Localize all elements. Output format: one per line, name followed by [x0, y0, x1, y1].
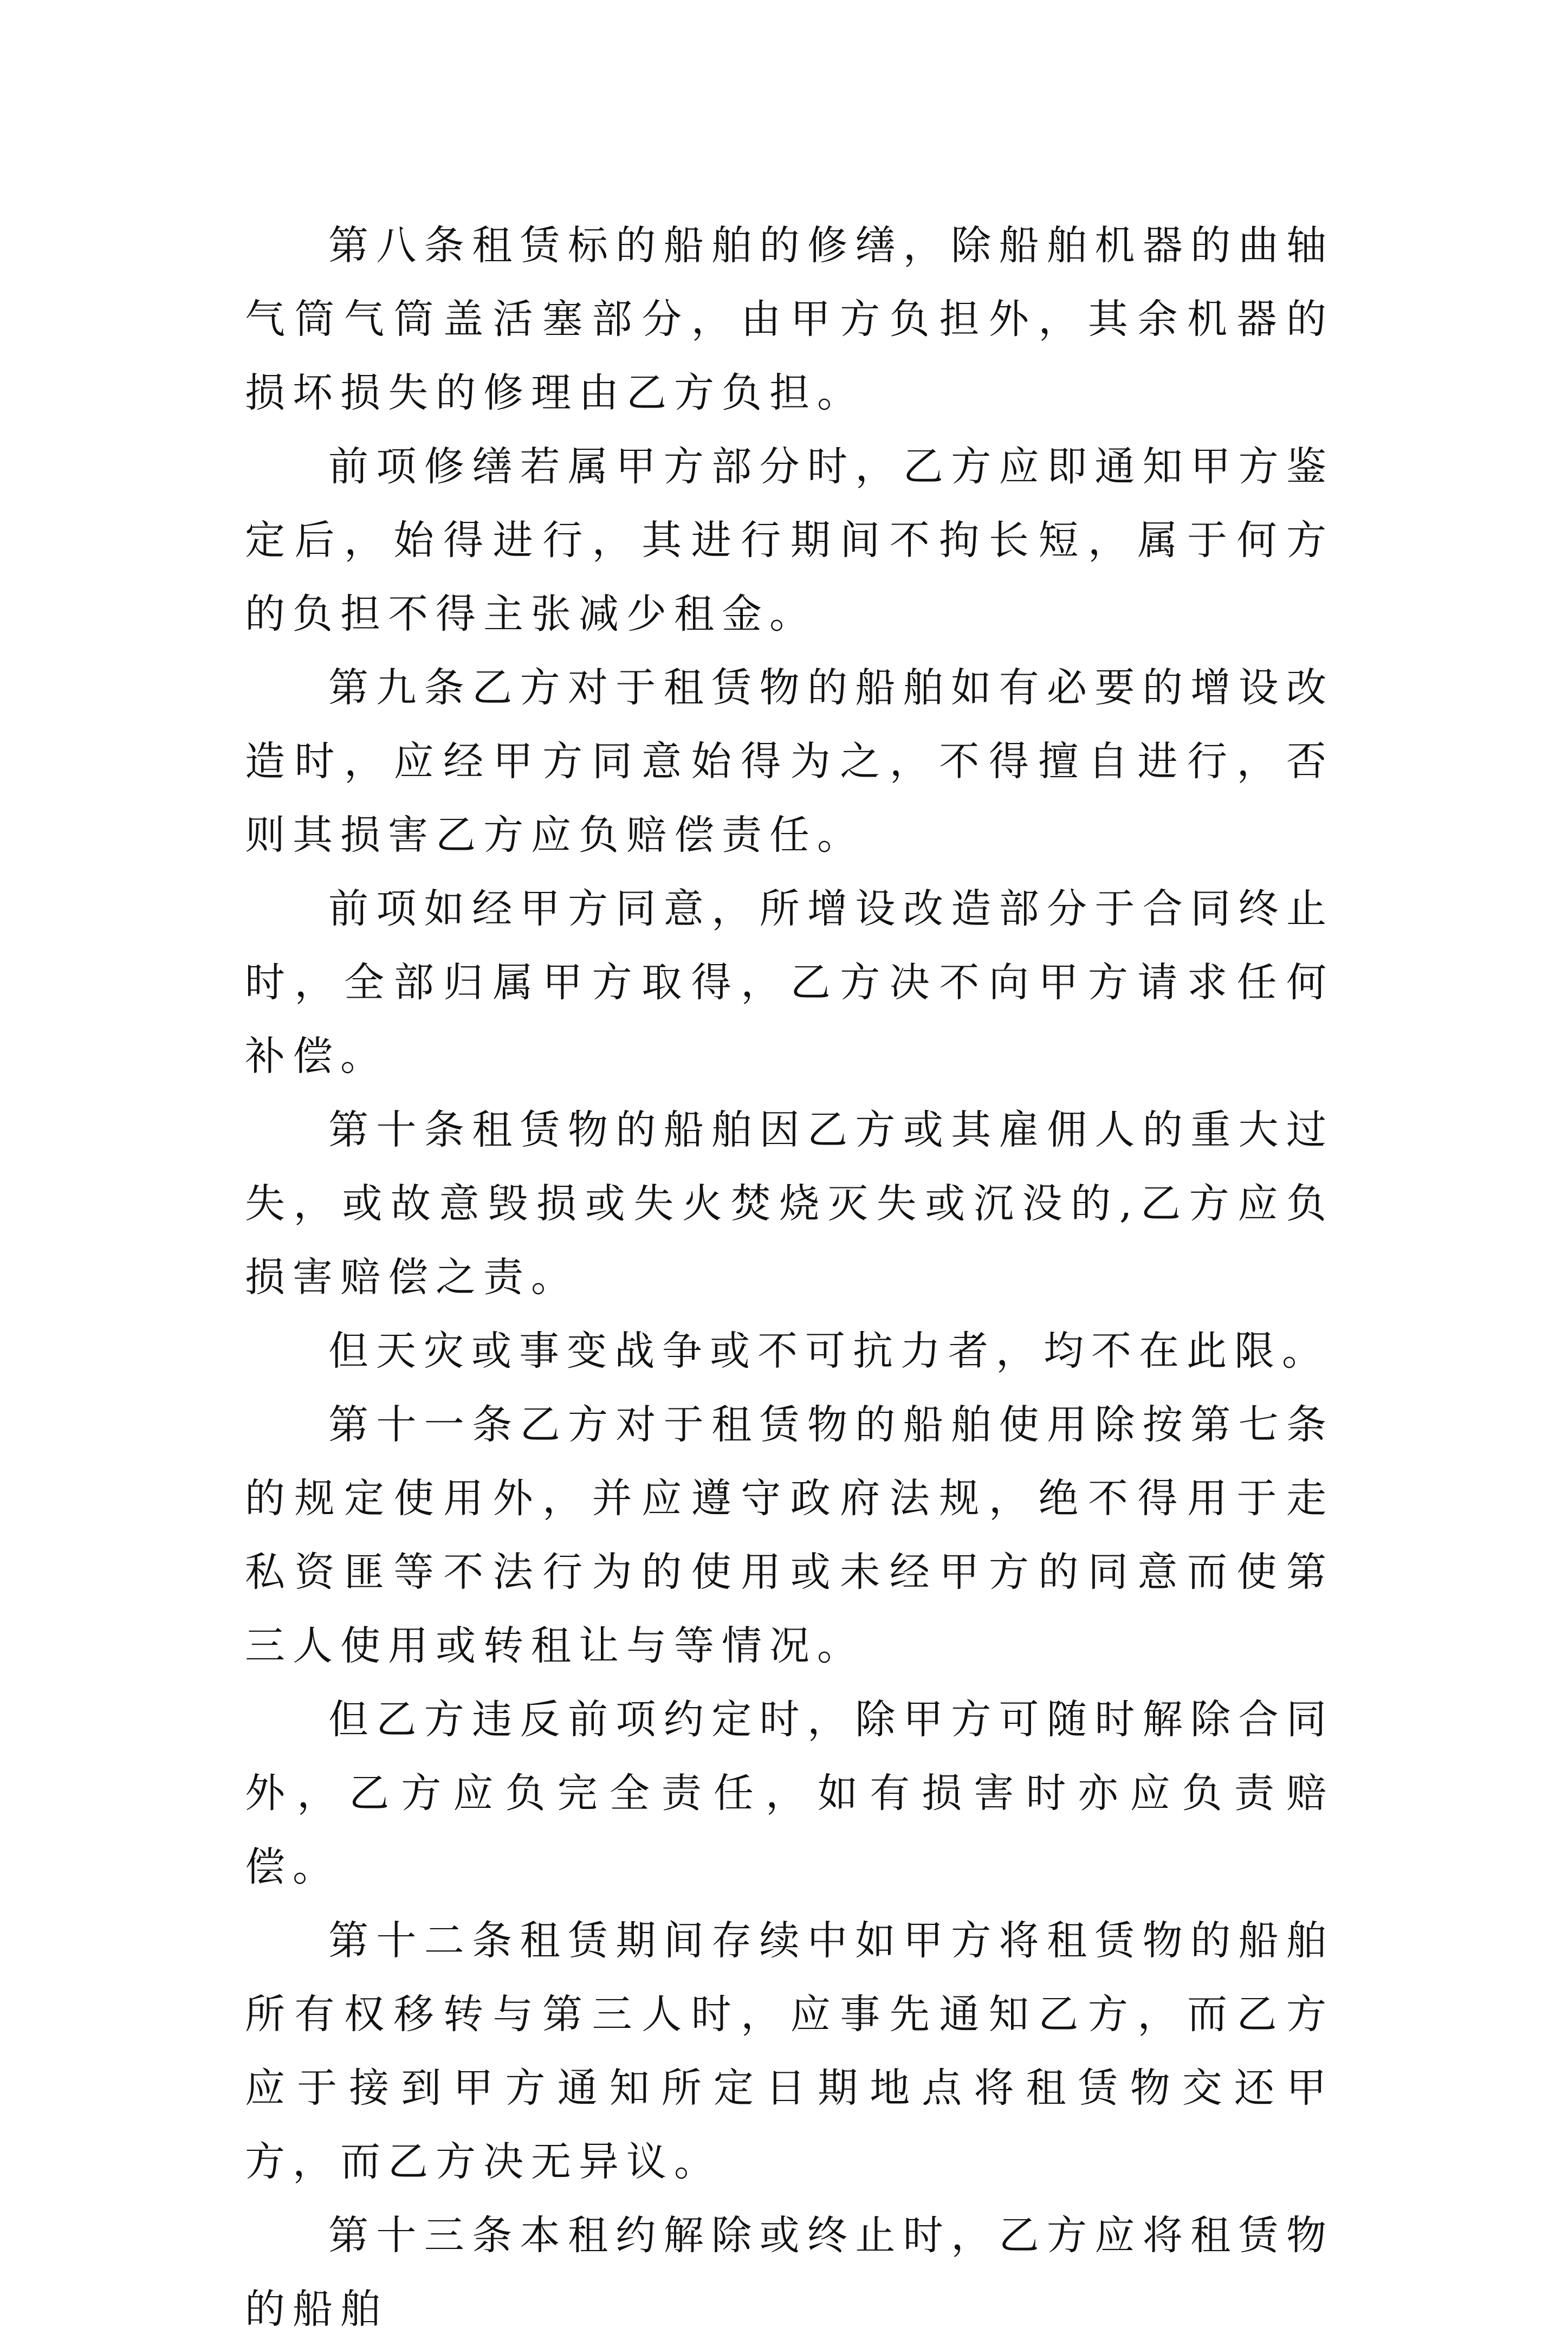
paragraph-article-9-clause-2: 前项如经甲方同意，所增设改造部分于合同终止时，全部归属甲方取得，乙方决不向甲方请求任何补偿。: [245, 886, 1334, 1080]
paragraph-article-13: 第十三条本租约解除或终止时，乙方应将租赁物的船舶: [245, 2212, 1334, 2332]
paragraph-article-8: 第八条租赁标的船舶的修缮，除船舶机器的曲轴气筒气筒盖活塞部分，由甲方负担外，其余机器的损坏损失的修理由乙方负担。: [245, 222, 1334, 416]
paragraph-article-11: 第十一条乙方对于租赁物的船舶使用除按第七条的规定使用外，并应遵守政府法规，绝不得用于走私资匪等不法行为的使用或未经甲方的同意而使第三人使用或转租让与等情况。: [245, 1401, 1334, 1669]
paragraph-article-11-clause-2: 但乙方违反前项约定时，除甲方可随时解除合同外，乙方应负完全责任，如有损害时亦应负责赔偿。: [245, 1696, 1334, 1890]
paragraph-article-12: 第十二条租赁期间存续中如甲方将租赁物的船舶所有权移转与第三人时，应事先通知乙方，而乙方应于接到甲方通知所定日期地点将租赁物交还甲方，而乙方决无异议。: [245, 1917, 1334, 2185]
paragraph-article-9: 第九条乙方对于租赁物的船舶如有必要的增设改造时，应经甲方同意始得为之，不得擅自进行，否则其损害乙方应负赔偿责任。: [245, 664, 1334, 858]
paragraph-article-10: 第十条租赁物的船舶因乙方或其雇佣人的重大过失，或故意毁损或失火焚烧灭失或沉没的,乙方应负损害赔偿之责。: [245, 1107, 1334, 1301]
paragraph-article-8-clause-2: 前项修缮若属甲方部分时，乙方应即通知甲方鉴定后，始得进行，其进行期间不拘长短，属于何方的负担不得主张减少租金。: [245, 443, 1334, 637]
document-body: [245, 209, 1334, 2346]
paragraph-article-10-clause-2: 但天灾或事变战争或不可抗力者，均不在此限。: [328, 1328, 1330, 1374]
